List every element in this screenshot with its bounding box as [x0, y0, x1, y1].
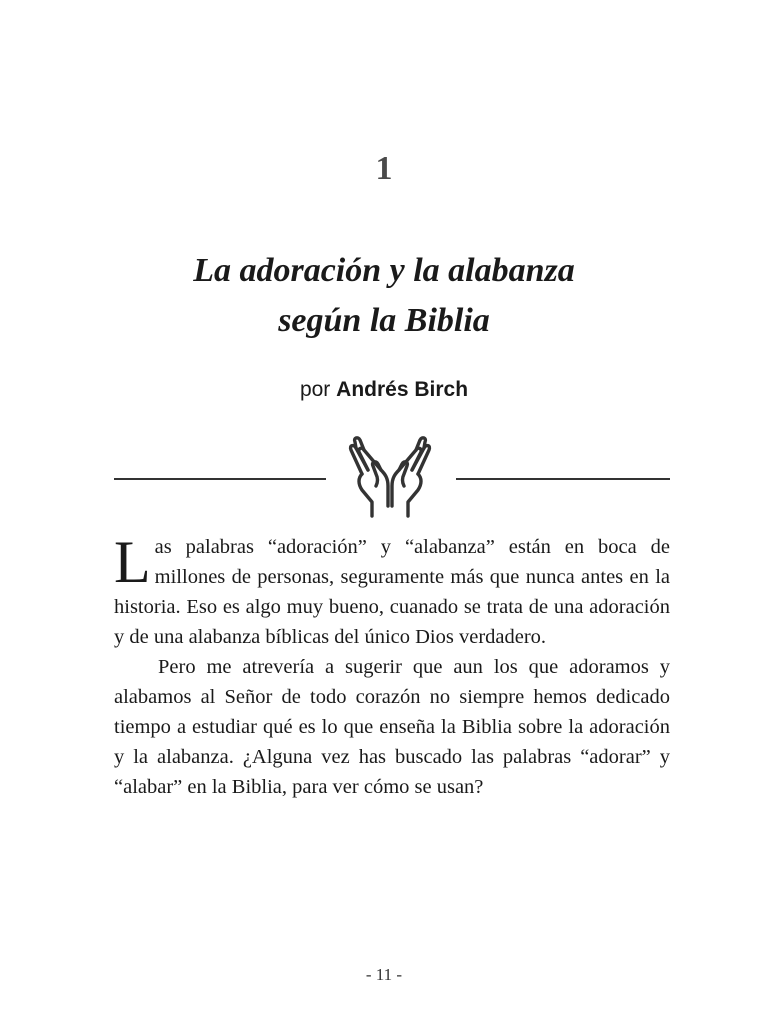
body-text: [114, 529, 670, 802]
paragraph-1-text: as palabras “adoración” y “alabanza” están en boca de millones de personas, seguramente más que nunca antes en la historia. Eso es algo muy bueno, cuanado se trata de una adoración y de una alabanza bíblicas del único Dios verdadero.: [114, 536, 670, 648]
paragraph-2: Pero me atrevería a sugerir que aun los que adoramos y alabamos al Señor de todo corazón no siempre hemos dedicado tiempo a estudiar qué es lo que enseña la Biblia sobre la adoración y la alabanza. ¿Alguna vez has buscado las palabras “adorar” y “alabar” en la Biblia, para ver cómo se usan?: [114, 656, 670, 798]
byline: [0, 378, 768, 402]
author-name: Andrés Birch: [336, 378, 469, 401]
divider-rule-right: [456, 478, 670, 480]
ornament-divider: [114, 428, 670, 520]
divider-rule-left: [114, 478, 326, 480]
chapter-number: 1: [375, 150, 393, 187]
drop-cap: L: [114, 529, 151, 595]
praying-hands-icon: [338, 428, 442, 518]
chapter-title-line-1: La adoración y la alabanza: [193, 252, 575, 289]
chapter-title: [0, 246, 768, 346]
chapter-title-line-2: según la Biblia: [278, 302, 490, 339]
paragraph-1: [114, 529, 670, 652]
byline-prefix: por: [299, 378, 331, 401]
page-number: - 11 -: [365, 965, 403, 984]
